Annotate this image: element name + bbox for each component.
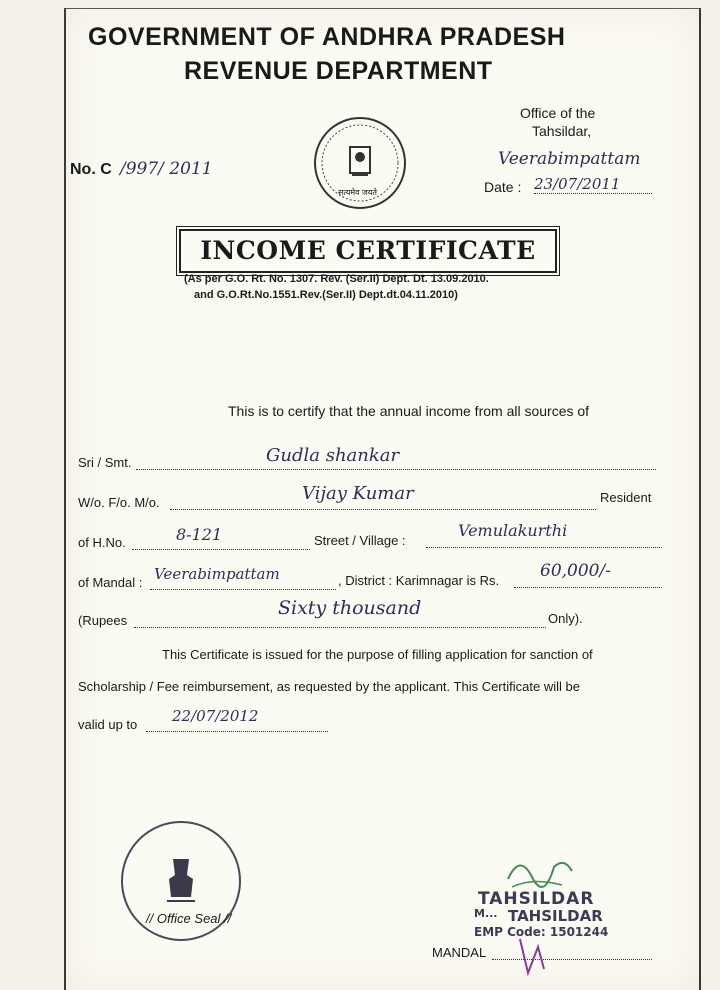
emblem-seal <box>314 117 406 209</box>
mandal-dotted-line <box>150 589 336 590</box>
stamp-line1: M... <box>474 907 498 920</box>
office-place-handwritten: Veerabimpattam <box>498 149 641 169</box>
valid-dotted-line <box>146 731 328 732</box>
mandal-sign-label: MANDAL <box>432 945 487 960</box>
valid-handwritten: 22/07/2012 <box>172 707 259 725</box>
office-line1: Office of the <box>520 105 596 121</box>
certificate-title: INCOME CERTIFICATE <box>179 229 557 273</box>
number-handwritten: /997/ 2011 <box>120 159 213 179</box>
date-handwritten: 23/07/2011 <box>534 175 652 194</box>
signature-purple <box>512 929 562 979</box>
tahsildar-stamp-overlap: TAHSILDAR <box>508 907 603 925</box>
amount-dotted-line <box>514 587 662 588</box>
mandal-handwritten: Veerabimpattam <box>154 565 280 583</box>
signature-green <box>502 847 582 895</box>
district-label: , District : Karimnagar is Rs. <box>338 573 500 588</box>
resident-label: Resident <box>600 490 652 505</box>
rupees-handwritten: Sixty thousand <box>278 597 422 619</box>
purpose-line1: This Certificate is issued for the purpose of filling application for sanction of <box>162 647 593 662</box>
wo-handwritten: Vijay Kumar <box>302 483 414 504</box>
office-line2: Tahsildar, <box>532 123 592 139</box>
valid-label: valid up to <box>78 717 138 732</box>
tahsildar-stamp: TAHSILDAR <box>478 889 595 909</box>
hno-label: of H.No. <box>78 535 126 550</box>
purpose-line2: Scholarship / Fee reimbursement, as requested by the applicant. This Certificate will be <box>78 679 580 694</box>
rupees-label: (Rupees <box>78 613 128 628</box>
street-dotted-line <box>426 547 662 548</box>
header-department: REVENUE DEPARTMENT <box>184 57 493 85</box>
sri-handwritten: Gudla shankar <box>266 445 400 466</box>
go-ref-line1: (As per G.O. Rt. No. 1307. Rev. (Ser.II) Dept. Dt. 13.09.2010. <box>184 273 489 285</box>
rupees-dotted-line <box>134 627 546 628</box>
date-label: Date : <box>484 179 522 195</box>
certificate-sheet <box>64 8 701 990</box>
mandal-label: of Mandal : <box>78 575 143 590</box>
wo-dotted-line <box>170 509 596 510</box>
only-label: Only). <box>548 611 583 626</box>
sri-dotted-line <box>136 469 656 470</box>
hno-dotted-line <box>132 549 310 550</box>
intro-text: This is to certify that the annual income from all sources of <box>228 403 590 419</box>
emblem-motto: सत्यमेव जयते <box>338 188 377 197</box>
hno-handwritten: 8-121 <box>176 525 223 544</box>
header-government: GOVERNMENT OF ANDHRA PRADESH <box>88 23 566 51</box>
emp-code: EMP Code: 1501244 <box>474 925 609 939</box>
amount-handwritten: 60,000/- <box>540 561 611 581</box>
number-label: No. C <box>70 161 112 178</box>
wo-label: W/o. F/o. M/o. <box>78 495 160 510</box>
go-ref-line2: and G.O.Rt.No.1551.Rev.(Ser.II) Dept.dt.04.11.2010) <box>194 289 458 301</box>
street-handwritten: Vemulakurthi <box>458 521 568 540</box>
office-seal-label: // Office Seal // <box>146 911 232 926</box>
street-label: Street / Village : <box>314 533 406 548</box>
sri-label: Sri / Smt. <box>78 455 132 470</box>
